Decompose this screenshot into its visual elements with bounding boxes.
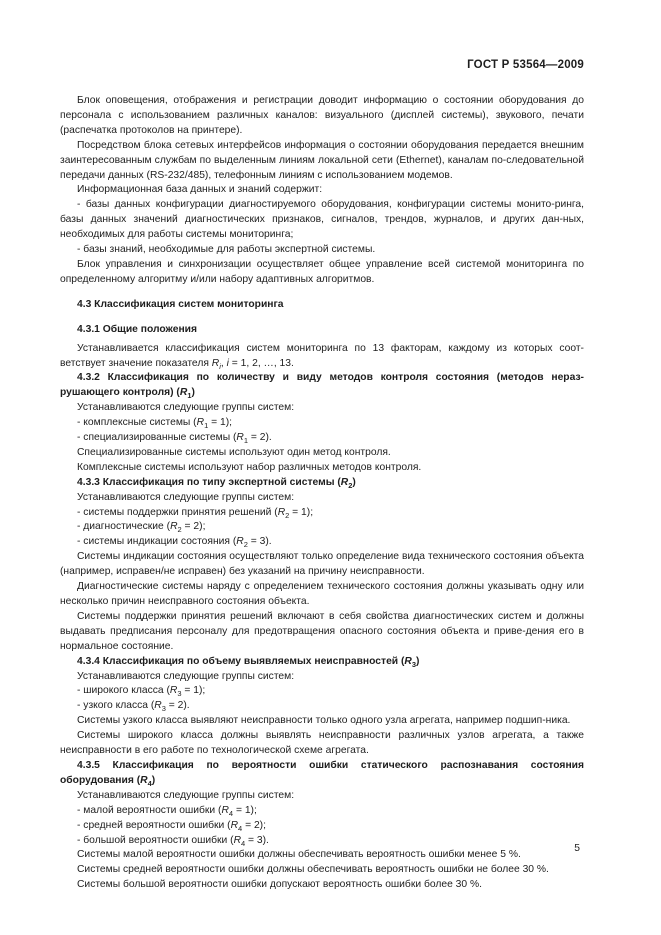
list-item: - системы индикации состояния $(R_2 = 3)$. (77, 536, 272, 550)
list-item: - базы знаний, необходимые для работы экспертной системы. (77, 244, 376, 256)
paragraph: Специализированные системы используют один метод контроля. (77, 446, 391, 458)
page-number: 5 (574, 843, 580, 854)
section-heading-4-3-2: 4.3.2 Классификация по количеству и виду методов контроля состояния (методов нераз-рушающего контроля) $(R_1)$ (60, 372, 584, 401)
section-heading-4-3-5: 4.3.5 Классификация по вероятности ошибки статического распознавания состояния (77, 759, 584, 771)
paragraph: Устанавливаются следующие группы систем: (77, 789, 295, 801)
section-heading-4-3-3: 4.3.3 Классификация по типу экспертной системы $(R_2)$ (77, 476, 356, 490)
list-item: - специализированные системы $(R_1 = 2)$. (77, 432, 272, 446)
paragraph: Устанавливаются следующие группы систем: (77, 670, 295, 682)
section-heading-4-3-1: 4.3.1 Общие положения (77, 323, 197, 335)
list-item: - диагностические $(R_2 = 2)$; (77, 521, 206, 535)
list-item: - широкого класса $(R_3 = 1)$; (77, 685, 206, 699)
list-item: - комплексные системы $(R_1 = 1)$; (77, 417, 232, 431)
list-item: - базы данных конфигурации диагностируемого оборудования, конфигурации системы монито-ринга, базы данных значений диагностических признаков, сигналов, трендов, журналов, и других дан-ных, необходимых для работы системы мониторинга; (60, 199, 584, 241)
paragraph: Устанавливаются следующие группы систем: (77, 402, 295, 414)
paragraph: Системы малой вероятности ошибки должны обеспечивать вероятность ошибки менее 5 %. (77, 849, 521, 861)
paragraph: Информационная база данных и знаний содержит: (77, 184, 323, 196)
paragraph: Системы широкого класса должны выявлять неисправности различных узлов агрегата, а также неисправности в его работе по технологической схеме агрегата. (60, 730, 584, 757)
paragraph: Посредством блока сетевых интерфейсов информация о состоянии оборудования передается внешним заинтересованным службам по выделенным линиям локальной сети (Ethernet), каналам по-следовательной передачи данных (RS-232/485), телефонным линиям с использованием модемов. (60, 139, 584, 181)
list-item: - средней вероятности ошибки $(R_4 = 2)$; (77, 819, 266, 833)
list-item: - малой вероятности ошибки $(R_4 = 1)$; (77, 804, 257, 818)
paragraph: Блок оповещения, отображения и регистрации доводит информацию о состоянии оборудования до персонала с использованием различных каналов: визуального (дисплей системы), звукового, печати (распечатка протоколов на принтере). (60, 95, 584, 136)
paragraph: Системы поддержки принятия решений включают в себя свойства диагностических систем и должны выдавать предписания персоналу для предотвращения опасного состояния объекта и приве-дения его в нормальное состояние. (60, 610, 584, 652)
paragraph: Устанавливается классификация систем мониторинга по 13 факторам, каждому из которых соот-ветствует значение показателя $R_i$, i = 1, 2, …, 13. (60, 342, 584, 371)
document-body (60, 94, 584, 893)
section-heading-4-3-4: 4.3.4 Классификация по объему выявляемых неисправностей $(R_3)$ (77, 655, 420, 669)
list-item: - системы поддержки принятия решений $(R_2 = 1)$; (77, 506, 314, 520)
section-heading-4-3: 4.3 Классификация систем мониторинга (77, 298, 284, 310)
standard-designation: ГОСТ Р 53564—2009 (467, 59, 584, 71)
paragraph: Системы индикации состояния осуществляют только определение вида технического состояния объекта (например, исправен/не исправен) без указаний на причину неисправности. (60, 551, 584, 578)
paragraph: Системы большой вероятности ошибки допускают вероятность ошибки более 30 %. (77, 879, 483, 891)
paragraph: Блок управления и синхронизации осуществляет общее управление всей системой мониторинга по определенному алгоритму и/или набору адаптивных алгоритмов. (60, 258, 584, 285)
paragraph: Системы узкого класса выявляют неисправности только одного узла агрегата, например подшип-ника. (77, 715, 571, 727)
list-item: - узкого класса $(R_3 = 2)$. (77, 700, 190, 714)
paragraph: Устанавливаются следующие группы систем: (77, 491, 295, 503)
list-item: - большой вероятности ошибки $(R_4 = 3)$. (77, 834, 269, 848)
paragraph: Диагностические системы наряду с определением технического состояния должны указывать одну или несколько причин неисправного состояния объекта. (60, 581, 584, 607)
paragraph: Системы средней вероятности ошибки должны обеспечивать вероятность ошибки не более 30 %. (77, 864, 549, 876)
section-heading-4-3-5-cont: оборудования $(R_4)$ (60, 774, 156, 788)
paragraph: Комплексные системы используют набор различных методов контроля. (77, 461, 422, 473)
